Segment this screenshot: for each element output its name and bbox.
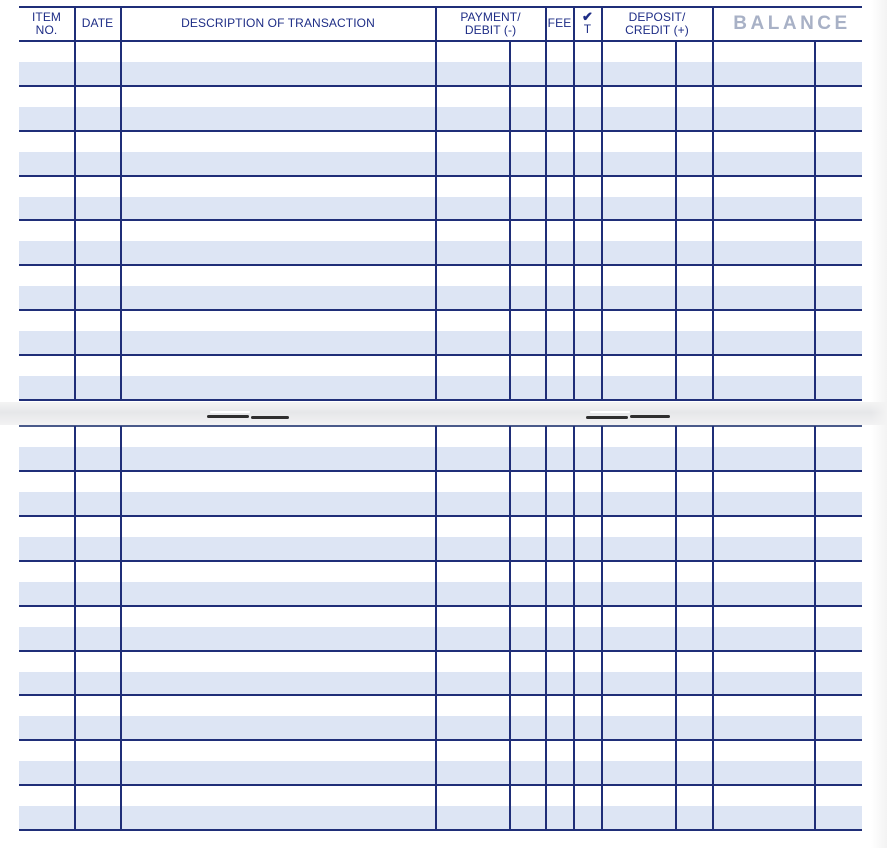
header-deposit-credit [602,6,712,41]
register-row-top-3[interactable] [19,132,862,175]
register-row-top-5[interactable] [19,221,862,264]
register-row-bottom-7[interactable] [19,696,862,739]
header-payment-line2: DEBIT (-) [464,22,517,37]
header-deposit-line2: CREDIT (+) [625,22,689,37]
page-edge-shadow [871,0,887,848]
staple-highlight [210,411,250,413]
register-row-top-2[interactable] [19,87,862,130]
header-payment-line1: PAYMENT/ [460,9,521,24]
header-date-label: DATE [81,16,114,30]
header-fee [546,6,573,41]
register-row-top-6[interactable] [19,266,862,309]
header-item-no [19,6,74,41]
staple-icon [630,415,670,418]
register-row-bottom-4[interactable] [19,562,862,605]
staple-icon [207,415,249,418]
register-row-top-1[interactable] [19,42,862,85]
header-cleared [574,6,601,41]
register-row-top-7[interactable] [19,311,862,354]
header-payment-debit [436,6,545,41]
register-row-bottom-5[interactable] [19,607,862,650]
header-balance [713,6,861,41]
register-row-top-4[interactable] [19,177,862,219]
header-item-no-line1: ITEM [31,9,62,24]
header-balance-label: BALANCE [733,13,851,34]
header-date [75,6,120,41]
staple-icon [251,416,289,419]
staple-highlight [590,411,630,413]
register-row-bottom-8[interactable] [19,741,862,784]
register-row-bottom-2[interactable] [19,472,862,515]
checkmark-icon: ✔ [582,9,593,24]
header-item-no-line2: NO. [35,22,58,37]
register-row-bottom-1[interactable] [19,427,862,470]
header-cleared-label: T [583,22,592,36]
register-row-bottom-9[interactable] [19,786,862,829]
register-row-bottom-3[interactable] [19,517,862,560]
header-description-label: DESCRIPTION OF TRANSACTION [181,16,375,30]
staple-icon [586,416,628,419]
register-row-bottom-6[interactable] [19,652,862,694]
row-rule [19,829,862,831]
header-description [121,6,435,41]
register-row-top-8[interactable] [19,356,862,399]
page-fold [0,402,887,425]
row-rule [19,399,862,401]
header-fee-label: FEE [547,16,572,30]
header-deposit-line1: DEPOSIT/ [628,9,686,24]
